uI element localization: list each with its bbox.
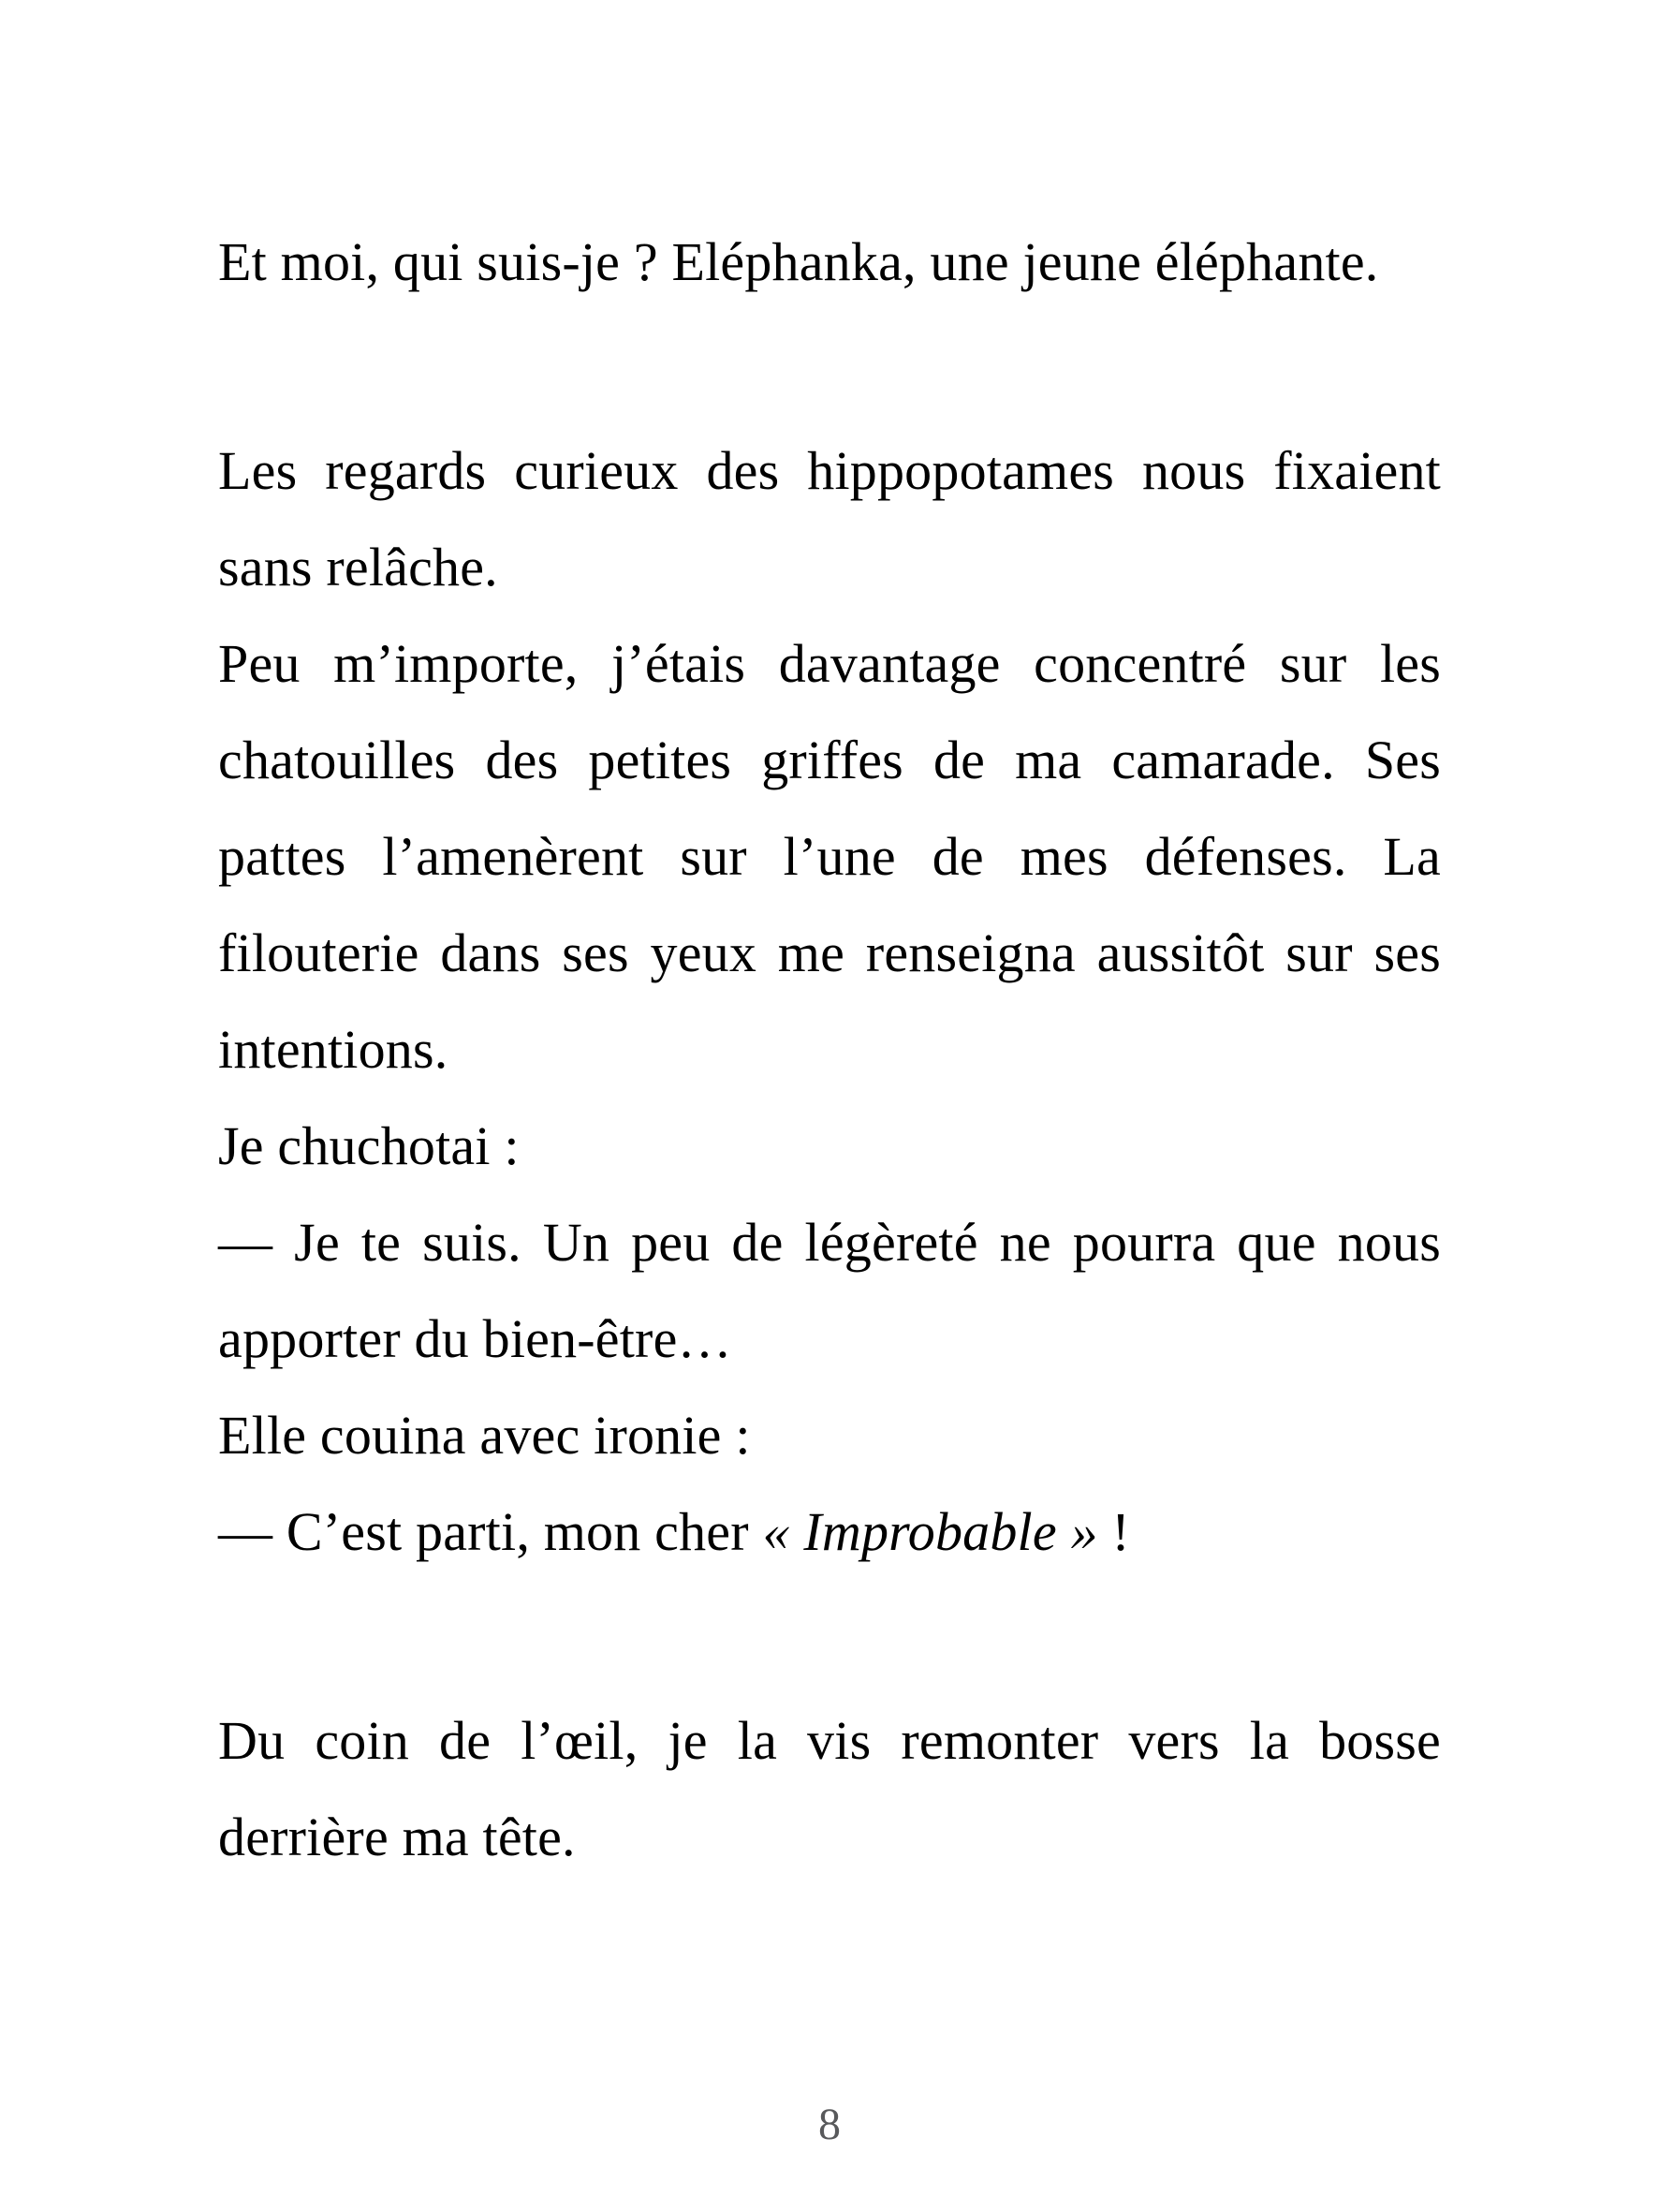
dialogue-je-te-suis: — Je te suis. Un peu de légèreté ne pourra que nous apporter du bien-être…: [218, 1212, 1441, 1369]
paragraph-chatouilles: Peu m’importe, j’étais davantage concentré sur les chatouilles des petites griffes de ma camarade. Ses pattes l’amenèrent sur l’une de mes défenses. La filouterie dans ses yeux me renseigna aussitôt sur ses intentions.: [218, 633, 1441, 1080]
dialogue-text: — C’est parti, mon cher: [218, 1501, 763, 1562]
paragraph-elle-couina: Elle couina avec ironie :: [218, 1405, 751, 1466]
dialogue-cest-parti: [218, 1483, 1441, 1580]
paragraph-intro: Et moi, qui suis-je ? Eléphanka, une jeune éléphante.: [218, 231, 1379, 292]
dialogue-punctuation: !: [1097, 1501, 1130, 1562]
paragraph-du-coin: Du coin de l’œil, je la vis remonter vers la bosse derrière ma tête.: [218, 1710, 1441, 1867]
page-number: 8: [818, 2100, 841, 2149]
nickname-improbable: « Improbable »: [762, 1501, 1098, 1562]
paragraph-regards: Les regards curieux des hippopotames nous fixaient sans relâche.: [218, 440, 1441, 597]
book-page-text: [218, 214, 1441, 1885]
paragraph-je-chuchotai: Je chuchotai :: [218, 1115, 520, 1176]
